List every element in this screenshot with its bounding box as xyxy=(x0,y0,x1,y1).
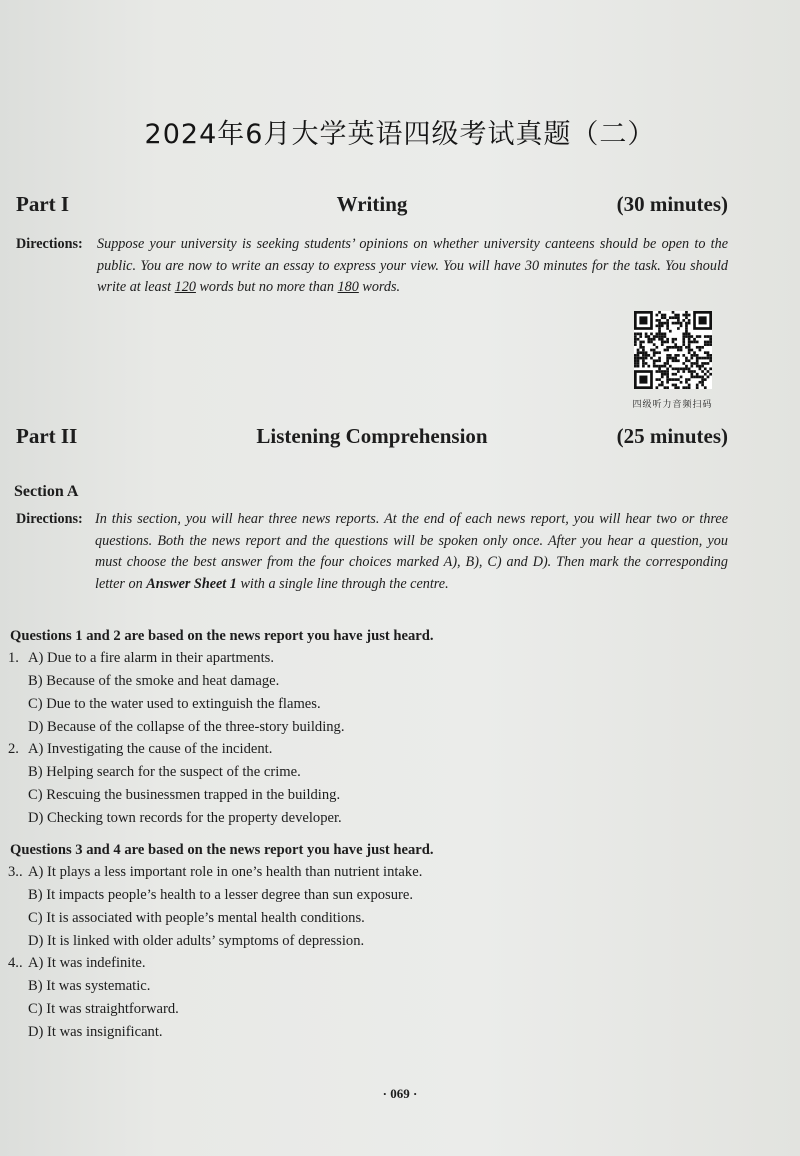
option-d: D) It is linked with older adults’ symptoms of depression. xyxy=(28,933,365,949)
part1-label: Part I xyxy=(16,192,70,216)
directions-text: In this section, you will hear three news reports. At the end of each news report, you will hear two or three questions. Both the news report and the questions will be spoken only once. After you hear a question, you must choose the best answer from the four choices marked A), B), C) and D). Then mark the corresponding letter on Answer Sheet 1 with a single line through the centre. xyxy=(95,511,728,592)
part2-time: (25 minutes) xyxy=(616,424,728,448)
part2-name: Listening Comprehension xyxy=(256,424,488,448)
question-number: 3.. xyxy=(8,864,23,880)
max-words: 180 xyxy=(337,279,359,296)
part1-time: (30 minutes) xyxy=(616,192,728,216)
part1-directions xyxy=(16,234,728,299)
option-a: A) It plays a less important role in one’s health than nutrient intake. xyxy=(28,864,423,880)
section-a-title: Section A xyxy=(14,483,79,500)
directions-label: Directions: xyxy=(16,511,83,527)
question-group-heading: Questions 1 and 2 are based on the news report you have just heard. xyxy=(10,628,434,644)
option-d: D) Because of the collapse of the three-story building. xyxy=(28,719,345,735)
part2-label: Part II xyxy=(16,424,78,448)
option-b: B) Helping search for the suspect of the crime. xyxy=(28,764,301,780)
option-b: B) It was systematic. xyxy=(28,978,151,994)
question-number: 4.. xyxy=(8,955,23,971)
part1-name: Writing xyxy=(336,192,408,216)
qr-code-icon[interactable] xyxy=(634,311,712,389)
option-b: B) It impacts people’s health to a lesser degree than sun exposure. xyxy=(28,887,413,903)
directions-label: Directions: xyxy=(16,236,83,252)
section-a-directions xyxy=(16,509,728,595)
option-c: C) It is associated with people’s mental health conditions. xyxy=(28,910,365,926)
option-a: A) Investigating the cause of the incident. xyxy=(28,741,273,757)
option-d: D) It was insignificant. xyxy=(28,1024,163,1040)
page-number: · 069 · xyxy=(382,1086,418,1101)
page-title: 2024年6月大学英语四级考试真题（二） xyxy=(144,119,656,150)
option-d: D) Checking town records for the property developer. xyxy=(28,810,342,826)
option-b: B) Because of the smoke and heat damage. xyxy=(28,673,280,689)
question-number: 1. xyxy=(8,650,19,666)
option-c: C) It was straightforward. xyxy=(28,1001,179,1017)
option-a: A) It was indefinite. xyxy=(28,955,146,971)
option-a: A) Due to a fire alarm in their apartments. xyxy=(28,650,274,666)
option-c: C) Due to the water used to extinguish the flames. xyxy=(28,696,321,712)
answer-sheet-ref: Answer Sheet 1 xyxy=(146,575,237,592)
min-words: 120 xyxy=(174,279,196,296)
directions-text: Suppose your university is seeking students’ opinions on whether university canteens should be open to the public. You are now to write an essay to express your view. You will have 30 minutes for the task. You should write at least 120 words but no more than 180 words. xyxy=(97,236,728,296)
qr-caption: 四级听力音频扫码 xyxy=(632,400,713,410)
question-number: 2. xyxy=(8,741,19,757)
option-c: C) Rescuing the businessmen trapped in the building. xyxy=(28,787,341,803)
qr-block xyxy=(615,311,730,410)
question-group-heading: Questions 3 and 4 are based on the news report you have just heard. xyxy=(10,842,434,858)
